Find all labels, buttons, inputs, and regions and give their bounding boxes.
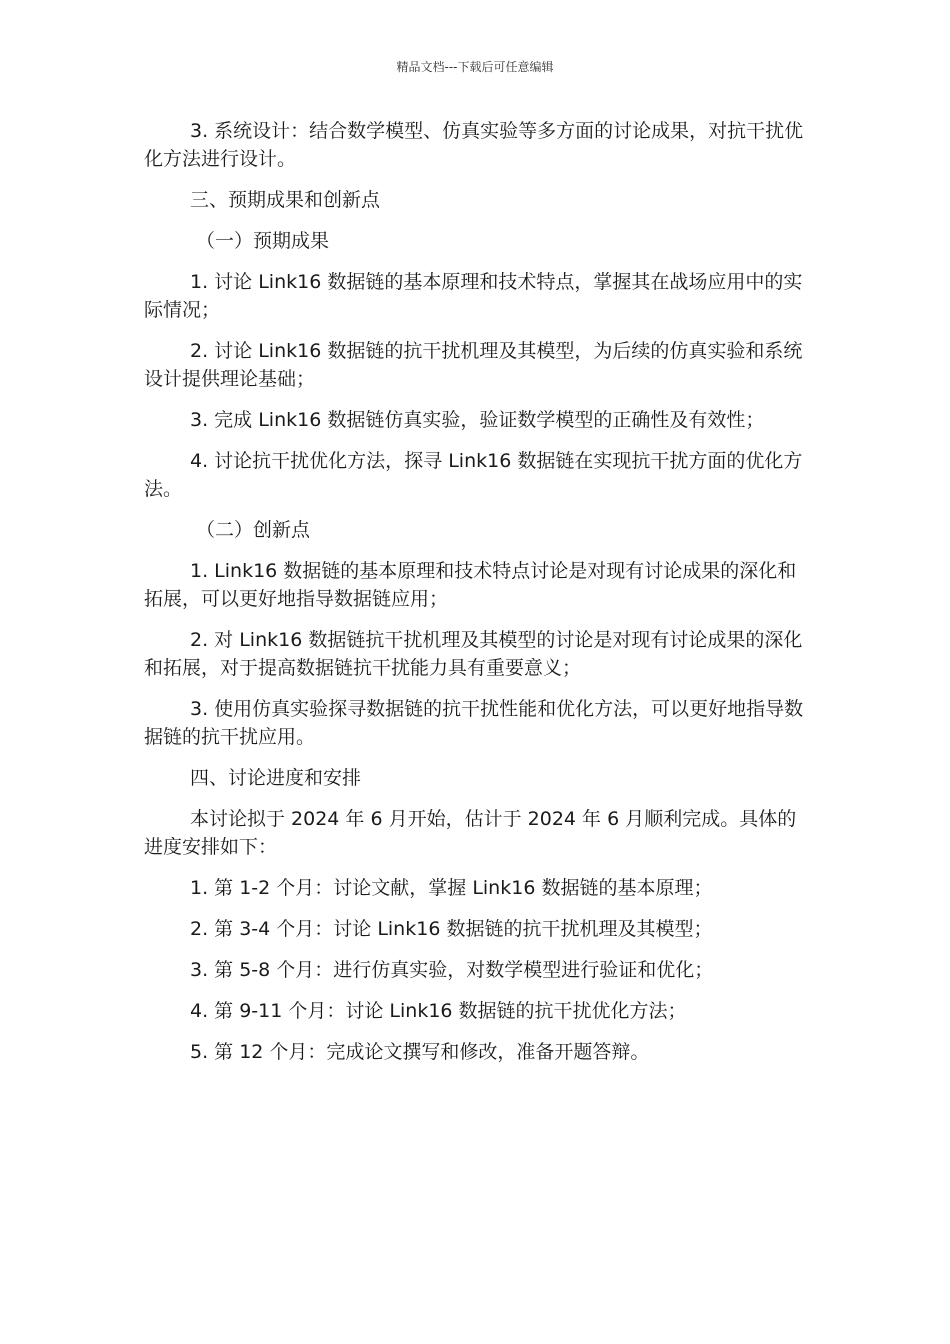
list-item: 5. 第 12 个月：完成论文撰写和修改，准备开题答辩。: [190, 1041, 650, 1063]
list-item: 3. 使用仿真实验探寻数据链的抗干扰性能和优化方法，可以更好地指导数据链的抗干扰应用。: [144, 698, 804, 748]
paragraph-system-design: 3. 系统设计：结合数学模型、仿真实验等多方面的讨论成果，对抗干扰优化方法进行设计。: [144, 120, 804, 170]
list-item: 1. 讨论 Link16 数据链的基本原理和技术特点，掌握其在战场应用中的实际情况；: [144, 271, 803, 321]
list-item: 4. 第 9-11 个月：讨论 Link16 数据链的抗干扰优化方法；: [190, 1000, 687, 1022]
paragraph-schedule-intro: 本讨论拟于 2024 年 6 月开始，估计于 2024 年 6 月顺利完成。具体的进度安排如下：: [144, 808, 797, 858]
page-header: 精品文档---下载后可任意编辑: [396, 60, 554, 74]
list-item: 1. Link16 数据链的基本原理和技术特点讨论是对现有讨论成果的深化和拓展，可以更好地指导数据链应用；: [144, 560, 797, 610]
list-item: 3. 第 5-8 个月：进行仿真实验，对数学模型进行验证和优化；: [190, 959, 714, 981]
subheading-innovations: （二）创新点: [196, 519, 311, 541]
section-heading-expected-results: 三、预期成果和创新点: [190, 189, 381, 211]
list-item: 4. 讨论抗干扰优化方法，探寻 Link16 数据链在实现抗干扰方面的优化方法。: [144, 450, 803, 500]
document-body: [144, 117, 810, 1079]
list-item: 1. 第 1-2 个月：讨论文献，掌握 Link16 数据链的基本原理；: [190, 877, 713, 899]
subheading-expected-results: （一）预期成果: [196, 230, 330, 252]
list-item: 2. 对 Link16 数据链抗干扰机理及其模型的讨论是对现有讨论成果的深化和拓展，对于提高数据链抗干扰能力具有重要意义；: [144, 629, 803, 679]
section-heading-schedule: 四、讨论进度和安排: [190, 767, 362, 789]
list-item: 2. 第 3-4 个月：讨论 Link16 数据链的抗干扰机理及其模型；: [190, 918, 713, 940]
list-item: 3. 完成 Link16 数据链仿真实验，验证数学模型的正确性及有效性；: [190, 409, 765, 431]
list-item: 2. 讨论 Link16 数据链的抗干扰机理及其模型，为后续的仿真实验和系统设计提供理论基础；: [144, 340, 803, 390]
